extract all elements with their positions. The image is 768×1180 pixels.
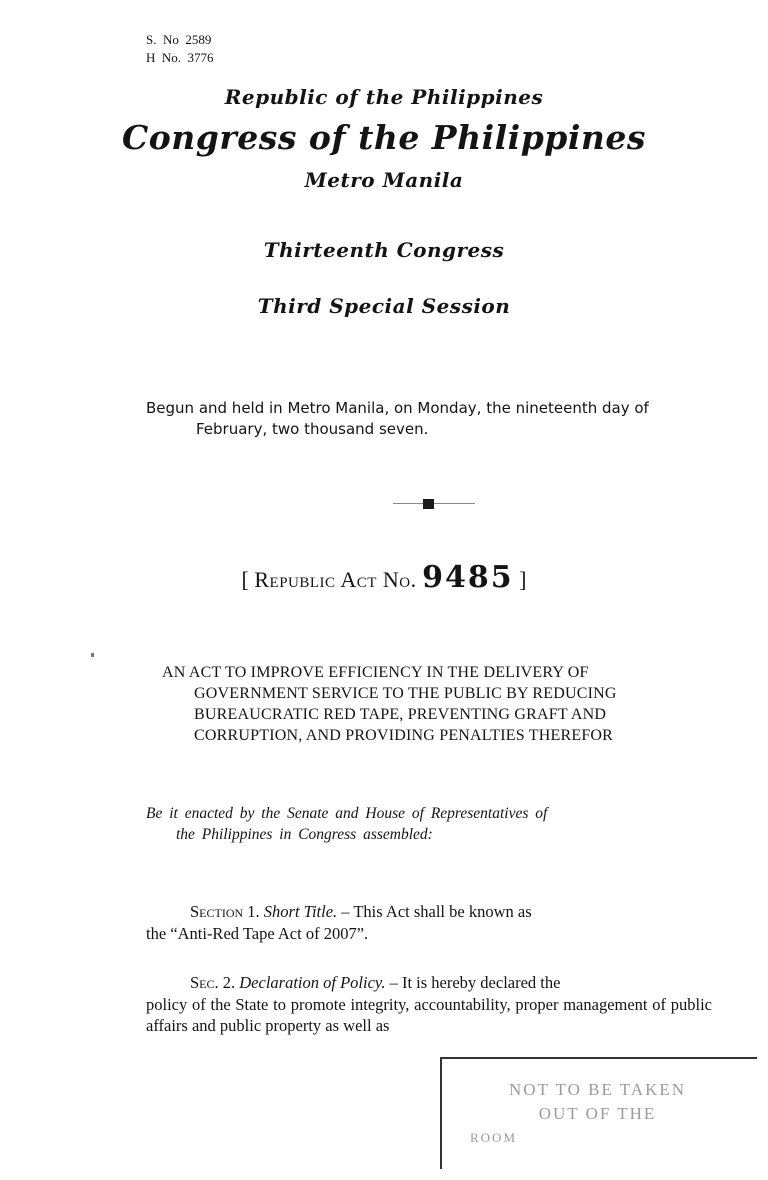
begun-line-2: February, two thousand seven.	[196, 420, 429, 438]
republic-act-label: Republic Act No.	[254, 567, 417, 592]
section-label: Section 1.	[190, 902, 260, 921]
stamp-line-1: NOT TO BE TAKEN	[508, 1080, 687, 1099]
congress-heading: Congress of the Philippines	[122, 118, 646, 157]
act-title-line: CORRUPTION, AND PROVIDING PENALTIES THEREFOR	[194, 727, 614, 744]
section-text: – It is hereby declared the	[385, 973, 561, 992]
ornamental-divider	[393, 498, 475, 510]
republic-heading: Republic of the Philippines	[224, 85, 544, 109]
section-text-rest: policy of the State to promote integrity, accountability, proper management of public affairs and public property as well as	[146, 994, 712, 1035]
house-bill-number: H No. 3776	[146, 50, 214, 65]
divider-line-right	[434, 503, 475, 504]
act-title-line: GOVERNMENT SERVICE TO THE PUBLIC BY REDUCING	[194, 685, 617, 702]
congress-number-heading: Thirteenth Congress	[263, 238, 505, 262]
section-1	[146, 901, 712, 944]
section-label: Sec. 2.	[190, 973, 236, 992]
location-heading: Metro Manila	[304, 168, 464, 192]
begun-line-1: Begun and held in Metro Manila, on Monday, the nineteenth day of	[146, 399, 649, 417]
scan-speck	[91, 653, 94, 657]
act-title-line: AN ACT TO IMPROVE EFFICIENCY IN THE DELIVERY OF	[162, 664, 589, 681]
act-title-line: BUREAUCRATIC RED TAPE, PREVENTING GRAFT AND	[194, 706, 607, 723]
enacting-line-1: Be it enacted by the Senate and House of Representatives of	[146, 805, 548, 822]
close-bracket: ]	[519, 567, 527, 592]
republic-act-title	[0, 560, 768, 595]
enacting-line-2: the Philippines in Congress assembled:	[176, 826, 433, 843]
ornament-icon	[423, 499, 434, 509]
session-heading: Third Special Session	[257, 294, 511, 318]
section-heading: Declaration of Policy.	[239, 973, 386, 992]
section-text: – This Act shall be known as	[337, 902, 532, 921]
begun-statement	[146, 398, 736, 440]
bill-numbers	[146, 31, 214, 67]
section-2	[146, 972, 712, 1037]
stamp-line-3: ROOM	[470, 1130, 518, 1145]
republic-act-number: 9485	[422, 560, 514, 595]
stamp-line-2: OUT OF THE	[538, 1104, 657, 1123]
library-stamp-text	[440, 1078, 755, 1150]
act-title	[162, 662, 722, 746]
divider-line-left	[393, 503, 423, 504]
section-heading: Short Title.	[263, 902, 338, 921]
section-text-rest: the “Anti-Red Tape Act of 2007”.	[146, 923, 369, 943]
enacting-clause	[146, 803, 726, 845]
open-bracket: [	[241, 567, 249, 592]
senate-bill-number: S. No 2589	[146, 32, 212, 47]
